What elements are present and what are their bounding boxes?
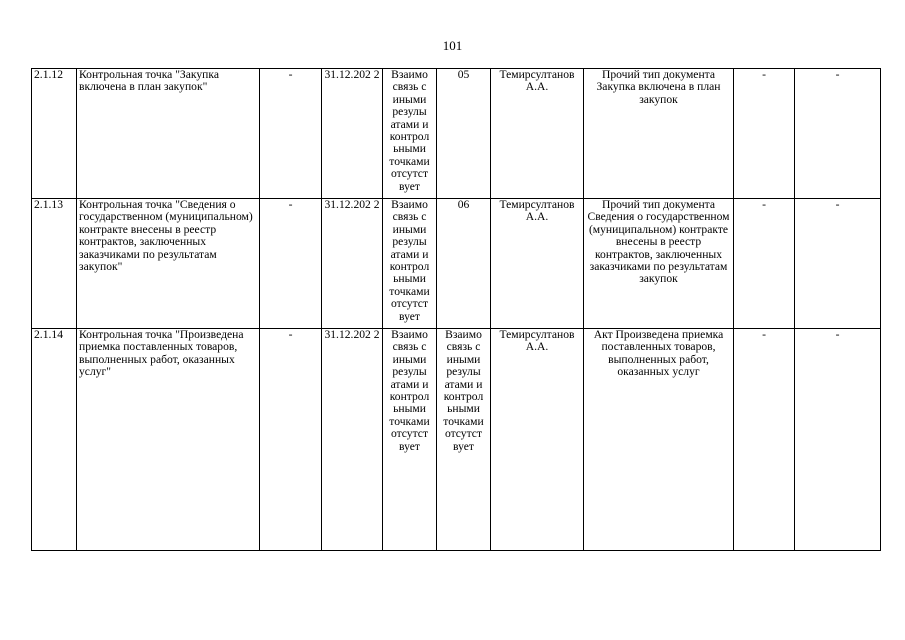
- document-type: Акт Произведена приемка поставленных товаров, выполненных работ, оказанных услуг: [584, 329, 734, 551]
- due-date: 31.12.202 2: [322, 199, 383, 329]
- dash-cell: -: [734, 69, 795, 199]
- dash-cell: -: [260, 69, 322, 199]
- page-number: 101: [442, 38, 463, 53]
- document-type: Прочий тип документа Сведения о государственном (муниципальном) контракте внесены в реестр контрактов, заключенных заказчиками по результатам закупок: [584, 199, 734, 329]
- row-number: 2.1.14: [32, 329, 77, 551]
- dash-cell: -: [260, 199, 322, 329]
- due-date: 31.12.202 2: [322, 69, 383, 199]
- document-type: Прочий тип документа Закупка включена в план закупок: [584, 69, 734, 199]
- dash-cell: -: [795, 199, 881, 329]
- table-row: [32, 329, 881, 551]
- control-point-name: Контрольная точка "Закупка включена в план закупок": [77, 69, 260, 199]
- relation-cell: Взаимо связь с иными резулы атами и контрол ьными точками отсутст вует: [383, 199, 437, 329]
- code-cell: 06: [437, 199, 491, 329]
- responsible-person: Темирсултанов А.А.: [491, 329, 584, 551]
- row-number: 2.1.13: [32, 199, 77, 329]
- control-points-table: [31, 68, 881, 551]
- due-date: 31.12.202 2: [322, 329, 383, 551]
- control-point-name: Контрольная точка "Сведения о государственном (муниципальном) контракте внесены в реестр контрактов, заключенных заказчиками по результатам закупок": [77, 199, 260, 329]
- control-point-name: Контрольная точка "Произведена приемка поставленных товаров, выполненных работ, оказанных услуг": [77, 329, 260, 551]
- responsible-person: Темирсултанов А.А.: [491, 199, 584, 329]
- relation-cell: Взаимо связь с иными резулы атами и контрол ьными точками отсутст вует: [383, 69, 437, 199]
- dash-cell: -: [734, 199, 795, 329]
- dash-cell: -: [734, 329, 795, 551]
- table-row: [32, 69, 881, 199]
- relation-cell: Взаимо связь с иными резулы атами и контрол ьными точками отсутст вует: [383, 329, 437, 551]
- code-cell: Взаимо связь с иными резулы атами и контрол ьными точками отсутст вует: [437, 329, 491, 551]
- responsible-person: Темирсултанов А.А.: [491, 69, 584, 199]
- row-number: 2.1.12: [32, 69, 77, 199]
- code-cell: 05: [437, 69, 491, 199]
- table-row: [32, 199, 881, 329]
- dash-cell: -: [795, 329, 881, 551]
- dash-cell: -: [260, 329, 322, 551]
- dash-cell: -: [795, 69, 881, 199]
